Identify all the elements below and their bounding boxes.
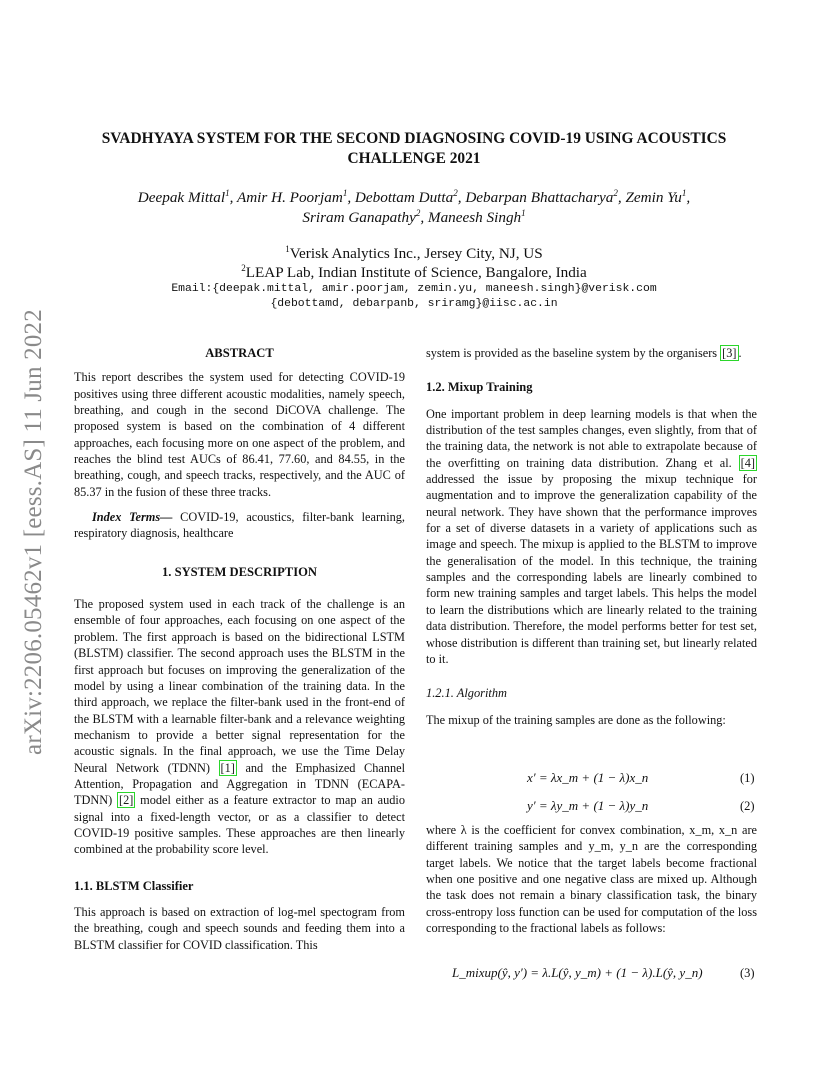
equation-1-number: (1) — [740, 771, 755, 785]
section-1-heading: 1. SYSTEM DESCRIPTION — [161, 564, 317, 579]
author-name: Debottam Dutta — [354, 189, 454, 206]
author-name: Amir H. Poorjam — [236, 189, 343, 206]
section-1-text-a: The proposed system used in each track of the challenge is an ensemble of four approaches, each focusing on one aspect of the problem. The first approach is based on the bidirectional LSTM (BLSTM) classifier. The second approach uses the BLSTM in the first approach but focuses on improving the generalization of the model by using a linear combination of the training data. In the third approach, we replace the filter-bank used in the front-end of the BLSTM with a learnable filter-bank and a relevance weighting mechanism to provide a better signal representation for the acoustic signals. In the final approach, we use the Time Delay Neural Network (TDNN) — [74, 597, 405, 775]
affiliation-text: LEAP Lab, Indian Institute of Science, Bangalore, India — [245, 264, 587, 281]
affiliation-number: 2 — [241, 263, 246, 273]
equation-2: y′ = λy_m + (1 − λ)y_n — [527, 798, 649, 813]
section-1-text-c: model either as a feature extractor to map an audio signal into a fixed-length vector, or as a classifier to detect COVID-19 positive samples. These approaches are then linearly combined at the probability score level. — [74, 793, 405, 857]
citation-link-2[interactable]: [2] — [119, 793, 134, 808]
section-1-1-paragraph: This approach is based on extraction of log-mel spectogram from the breathing, cough and speech sounds and feeding them into a BLSTM classifier for COVID classification. This — [74, 904, 405, 952]
email-line-2: {debottamd, debarpanb, sriramg}@iisc.ac.in — [270, 298, 558, 310]
continuation-end: . — [738, 346, 742, 360]
author-name: Debarpan Bhattacharya — [465, 189, 614, 206]
author-affiliation-mark: 1 — [225, 188, 230, 198]
title-line-2: CHALLENGE 2021 — [347, 150, 481, 167]
affiliation-2 — [60, 263, 768, 282]
right-column — [426, 345, 757, 728]
abstract-text: This report describes the system used for detecting COVID-19 positives using three different acoustic modalities, namely speech, breathing, and cough in the second DiCOVA challenge. The proposed system is based on the combination of 4 different approaches, each focusing more on one aspect of the problem, and reaches the blind test AUCs of 86.41, 77.60, and 84.55, in the breathing, cough, and speech tracks, respectively, and the AUC of 85.37 in the fusion of these three tracks. — [74, 370, 405, 499]
index-terms-text: COVID-19, acoustics, filter-bank learning, respiratory diagnosis, healthcare — [74, 510, 405, 541]
equation-3: L_mixup(ŷ, y′) = λ.L(ŷ, y_m) + (1 − λ).L(ŷ, y_n) — [452, 965, 703, 980]
where-paragraph: where λ is the coefficient for convex combination, x_m, x_n are different training samples and y_m, y_n are the corresponding target labels. We notice that the target labels become fractional when one positive and one negative class are mixed up. Although the task does not remain a binary classification task, the binary cross-entropy loss function can be used for computation of the loss corresponding to the fractional labels as follows: — [426, 823, 757, 936]
algorithm-intro: The mixup of the training samples are done as the following: — [426, 712, 726, 727]
email-line-1: Email:{deepak.mittal, amir.poorjam, zemin.yu, maneesh.singh}@verisk.com — [171, 283, 657, 295]
author-affiliation-mark: 1 — [681, 188, 687, 198]
citation-link-1[interactable]: [1] — [220, 760, 235, 775]
left-column — [74, 345, 405, 953]
author-name: Maneesh Singh — [427, 209, 522, 226]
abstract-heading: ABSTRACT — [205, 346, 274, 360]
author-name: Zemin Yu — [625, 189, 682, 206]
affiliation-text: Verisk Analytics Inc., Jersey City, NJ, US — [289, 245, 543, 262]
affiliation-1 — [60, 244, 768, 263]
section-1-2-text-b: addressed the issue by proposing the mixup technique for augmentation and to improve the generalization capability of the neural network. They have shown that the performance improves for a set of diverse datasets in a variety of applications such as image and speech. The mixup is applied to the BLSTM to improve the generalisation of the model. In this technique, the training samples and the corresponding labels are linearly combined to form new training samples and target labels. This helps the model to learn the distributions which are linearly related to the training data distribution. Therefore, the model performs better for test set, whose distribution is different than training set, but linearly related to it. — [426, 472, 757, 666]
arxiv-identifier — [4, 272, 64, 792]
where-paragraph-block — [426, 822, 757, 936]
continuation-text: system is provided as the baseline system by the organisers — [426, 346, 721, 360]
citation-link-3[interactable]: [3] — [722, 346, 737, 360]
author-line-2: Sriram Ganapathy$^2$, Maneesh Singh$^1$ — [302, 208, 526, 226]
index-terms-label: Index Terms— — [92, 510, 173, 525]
author-name: Sriram Ganapathy — [302, 209, 416, 226]
author-affiliation-mark: 2 — [453, 188, 458, 198]
index-terms — [74, 509, 405, 542]
author-affiliation-mark: 1 — [342, 188, 348, 198]
author-list — [60, 188, 768, 228]
paper-title — [60, 129, 768, 169]
section-1-text-b: and the Emphasized Channel Attention, Propagation and Aggregation in TDNN (ECAPA-TDNN) — [74, 760, 405, 808]
citation-link-4[interactable]: [4] — [740, 455, 755, 470]
section-1-2-1-heading: 1.2.1. Algorithm — [426, 686, 508, 701]
section-1-2-text-a: One important problem in deep learning models is that when the distribution of the test samples changes, even slightly, from that of the training data, the network is not able to extrapolate because of the overfitting on training data distribution. Zhang et al. — [426, 406, 757, 470]
equation-3-number: (3) — [740, 966, 755, 980]
right-continuation — [426, 345, 757, 361]
author-affiliation-mark: 2 — [613, 188, 618, 198]
author-affiliation-mark: 2 — [415, 208, 421, 218]
section-1-1-heading: 1.1. BLSTM Classifier — [74, 878, 194, 893]
arxiv-id-text: arXiv:2206.05462v1 [eess.AS] 11 Jun 2022 — [20, 309, 47, 755]
title-line-1: SVADHYAYA SYSTEM FOR THE SECOND DIAGNOSING COVID-19 USING ACOUSTICS — [101, 130, 727, 147]
section-1-2-heading: 1.2. Mixup Training — [426, 380, 533, 395]
section-1-paragraph — [74, 596, 405, 858]
equation-1: x′ = λx_m + (1 − λ)x_n — [527, 770, 649, 785]
author-affiliation-mark: 1 — [521, 208, 526, 218]
section-1-2-paragraph — [426, 406, 757, 668]
affiliation-number: 1 — [285, 244, 290, 254]
equation-2-number: (2) — [740, 799, 755, 813]
author-name: Deepak Mittal — [137, 189, 226, 206]
author-line-1: Deepak Mittal$^1$, Amir H. Poorjam$^1$, Debottam Dutta$^2$, Debarpan Bhattacharya$^2$, Zemin Yu$^1$, — [137, 188, 691, 206]
